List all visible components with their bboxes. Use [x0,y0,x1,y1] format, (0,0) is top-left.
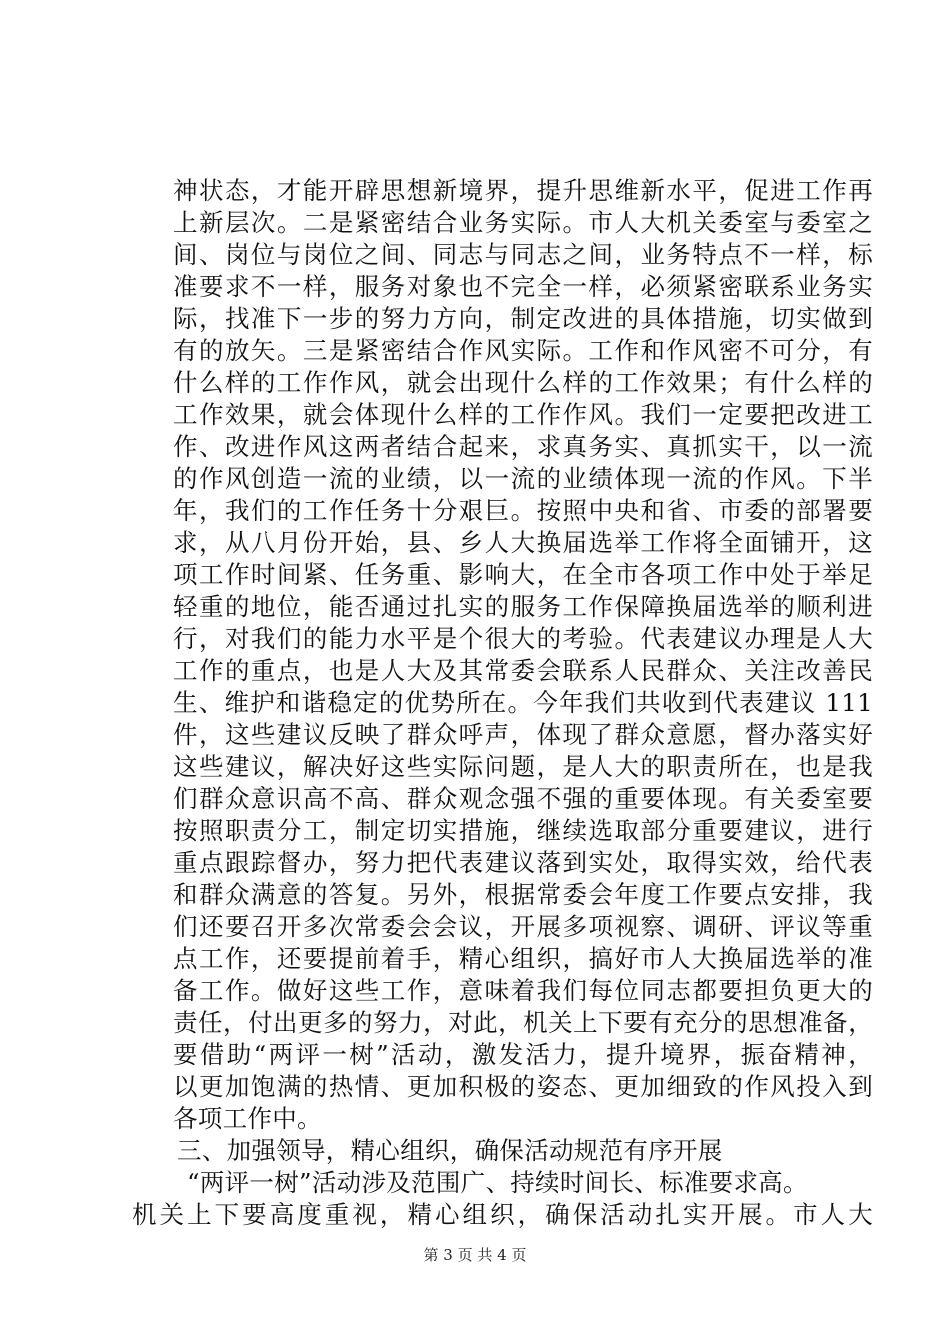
paragraph-line-text: 各项工作中。 [173,1104,322,1133]
paragraph-line [173,943,873,975]
section-heading-text: 三、加强领导，精心组织，确保活动规范有序开展 [177,1136,723,1165]
paragraph-line [132,1199,873,1231]
section-heading [173,1135,873,1167]
paragraph-line [173,847,873,879]
paragraph-line [173,399,873,431]
paragraph-line-text: 有的放矢。三是紧密结合作风实际。工作和作风密不可分，有 [173,336,873,365]
paragraph-line-text: 工作的重点，也是人大及其常委会联系人民群众、关注改善民 [173,656,873,685]
paragraph-line-text: 要借助“两评一树”活动，激发活力，提升境界，振奋精神， [173,1040,873,1069]
paragraph-line [173,431,873,463]
paragraph-line [173,239,873,271]
paragraph-line-text: 和群众满意的答复。另外，根据常委会年度工作要点安排，我 [173,880,873,909]
paragraph-line [173,303,873,335]
paragraph-line-text: 间、岗位与岗位之间、同志与同志之间，业务特点不一样，标 [173,240,873,269]
paragraph-line-text: 上新层次。二是紧密结合业务实际。市人大机关委室与委室之 [173,208,873,237]
paragraph-line-text: 以更加饱满的热情、更加积极的姿态、更加细致的作风投入到 [173,1072,873,1101]
paragraph-line [173,879,873,911]
paragraph-line [173,367,873,399]
paragraph-line [173,207,873,239]
paragraph-line [173,463,873,495]
paragraph-line [173,623,873,655]
paragraph-line-text: 项工作时间紧、任务重、影响大，在全市各项工作中处于举足 [173,560,873,589]
paragraph-line-text: 准要求不一样，服务对象也不完全一样，必须紧密联系业务实 [173,272,873,301]
paragraph-line [173,1103,873,1135]
paragraph-line [173,527,873,559]
paragraph-line-text: 责任，付出更多的努力，对此，机关上下要有充分的思想准备， [173,1008,873,1037]
paragraph-line-text: 按照职责分工，制定切实措施，继续选取部分重要建议，进行 [173,816,873,845]
paragraph-line-text: 什么样的工作作风，就会出现什么样的工作效果；有什么样的 [173,368,873,397]
paragraph-line-text: 这些建议，解决好这些实际问题，是人大的职责所在，也是我 [173,752,873,781]
paragraph-line [173,751,873,783]
paragraph-line-text: 们还要召开多次常委会会议，开展多项视察、调研、评议等重 [173,912,873,941]
paragraph-line [173,975,873,1007]
paragraph-line-text: 备工作。做好这些工作，意味着我们每位同志都要担负更大的 [173,976,873,1005]
paragraph-line-text: 轻重的地位，能否通过扎实的服务工作保障换届选举的顺利进 [173,592,873,621]
paragraph-line [173,335,873,367]
paragraph-line-text: 年，我们的工作任务十分艰巨。按照中央和省、市委的部署要 [173,496,873,525]
paragraph-line [173,1167,873,1199]
paragraph-line [173,687,873,719]
page-number: 第 3 页 共 4 页 [423,1246,527,1264]
paragraph-line [173,783,873,815]
paragraph-line-text: 工作效果，就会体现什么样的工作作风。我们一定要把改进工 [173,400,873,429]
paragraph-line-text: 件，这些建议反映了群众呼声，体现了群众意愿，督办落实好 [173,720,873,749]
paragraph-line-text: 求，从八月份开始，县、乡人大换届选举工作将全面铺开，这 [173,528,873,557]
paragraph-line-text: 机关上下要高度重视，精心组织，确保活动扎实开展。市人大 [132,1200,873,1229]
paragraph-line [173,1039,873,1071]
page-footer [0,1245,950,1265]
paragraph-line [173,1071,873,1103]
paragraph [173,175,873,1135]
paragraph-line-text: 们群众意识高不高、群众观念强不强的重要体现。有关委室要 [173,784,873,813]
paragraph-line-text: 点工作，还要提前着手，精心组织，搞好市人大换届选举的准 [173,944,873,973]
paragraph-line [173,1007,873,1039]
paragraph-line-text: 重点跟踪督办，努力把代表建议落到实处，取得实效，给代表 [173,848,873,877]
paragraph-line [173,655,873,687]
paragraph-line-text: 际，找准下一步的努力方向，制定改进的具体措施，切实做到 [173,304,873,333]
paragraph-line-text: 神状态，才能开辟思想新境界，提升思维新水平，促进工作再 [173,176,873,205]
paragraph-line [173,591,873,623]
paragraph-line-text: 行，对我们的能力水平是个很大的考验。代表建议办理是人大 [173,624,873,653]
paragraph-line-text: 作、改进作风这两者结合起来，求真务实、真抓实干，以一流 [173,432,873,461]
paragraph-line [173,175,873,207]
paragraph-line [173,271,873,303]
paragraph-line [173,815,873,847]
paragraph-line [173,495,873,527]
document-body [132,175,873,1231]
paragraph-line [173,719,873,751]
paragraph-line [173,911,873,943]
paragraph-line-text: 生、维护和谐稳定的优势所在。今年我们共收到代表建议 111 [173,688,873,717]
paragraph-line [173,559,873,591]
paragraph-line-text: “两评一树”活动涉及范围广、持续时间长、标准要求高。 [187,1168,808,1197]
paragraph-line-text: 的作风创造一流的业绩，以一流的业绩体现一流的作风。下半 [173,464,873,493]
